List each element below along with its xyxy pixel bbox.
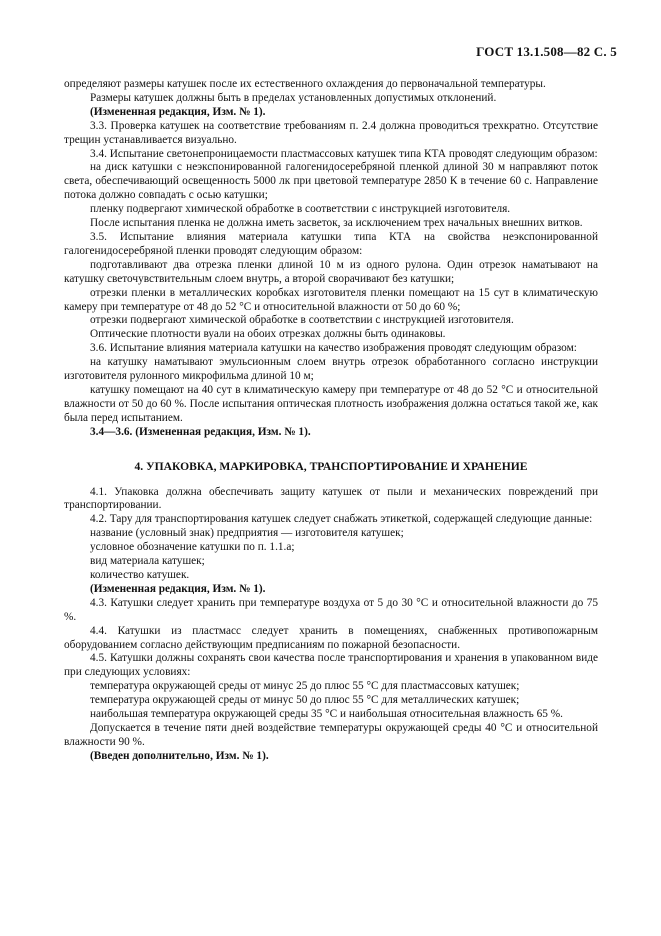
section-4-body (64, 486, 598, 764)
paragraph: условное обозначение катушки по п. 1.1.а; (90, 541, 295, 554)
paragraph: определяют размеры катушек после их естественного охлаждения до первоначальной температуры. (64, 78, 546, 90)
section-4-heading: 4. УПАКОВКА, МАРКИРОВКА, ТРАНСПОРТИРОВАНИЕ И ХРАНЕНИЕ (134, 459, 528, 473)
paragraph: количество катушек. (90, 569, 190, 581)
paragraph: 3.3. Проверка катушек на соответствие требованиям п. 2.4 должна проводиться трехкратно. Отсутствие трещин устанавливается визуально. (64, 119, 598, 146)
paragraph: Размеры катушек должны быть в пределах установленных допустимых отклонений. (90, 91, 497, 104)
paragraph: После испытания пленка не должна иметь засветок, за исключением трех начальных внешних витков. (90, 217, 583, 230)
paragraph: подготавливают два отрезка пленки длиной 10 м из одного рулона. Один отрезок наматывают на катушку светочувствительным слоем внутрь, а второй сворачивают без катушки; (64, 258, 598, 285)
paragraph: 4.4. Катушки из пластмасс следует хранить в помещениях, снабженных противопожарным оборудованием согласно действующим предписаниям по пожарной безопасности. (64, 624, 598, 651)
paragraph: пленку подвергают химической обработке в соответствии с инструкцией изготовителя. (90, 203, 511, 216)
paragraph: температура окружающей среды от минус 50 до плюс 55 °С для металлических катушек; (90, 694, 520, 707)
paragraph: 4.2. Тару для транспортирования катушек следует снабжать этикеткой, содержащей следующие данные: (90, 513, 593, 526)
paragraph: отрезки пленки в металлических коробках изготовителя пленки помещают на 15 сут в климатическую камеру при температуре от 48 до 52 °С и относительной влажности от 50 до 60 %; (64, 286, 598, 313)
paragraph: температура окружающей среды от минус 25 до плюс 55 °С для пластмассовых катушек; (90, 680, 520, 693)
amendment-note: (Измененная редакция, Изм. № 1). (90, 105, 266, 118)
paragraph: 3.4. Испытание светонепроницаемости пластмассовых катушек типа КТА проводят следующим образом: (90, 147, 598, 160)
paragraph: на катушку наматывают эмульсионным слоем внутрь отрезок обработанного согласно инструкции изготовителя рулонного микрофильма длиной 10 м; (64, 356, 598, 383)
paragraph: Оптические плотности вуали на обоих отрезках должны быть одинаковы. (90, 328, 446, 341)
paragraph: 4.1. Упаковка должна обеспечивать защиту катушек от пыли и механических повреждений при транспортировании. (64, 485, 598, 512)
paragraph: катушку помещают на 40 сут в климатическую камеру при температуре от 48 до 52 °С и относительной влажности от 50 до 60 %. После испытания оптическая плотность изображения должна остаться такой же, как была перед испытанием. (64, 383, 598, 424)
page-header: ГОСТ 13.1.508—82 С. 5 (476, 44, 617, 59)
amendment-note: (Введен дополнительно, Изм. № 1). (90, 749, 269, 762)
paragraph: вид материала катушек; (90, 555, 205, 568)
paragraph: Допускается в течение пяти дней воздействие температуры окружающей среды 40 °С и относительной влажности 90 %. (64, 721, 598, 748)
amendment-note: (Измененная редакция, Изм. № 1). (90, 582, 266, 595)
paragraph: 3.5. Испытание влияния материала катушки типа КТА на свойства неэкспонированной галогенидосеребряной пленки проводят следующим образом: (64, 230, 598, 257)
document-body (64, 78, 598, 764)
paragraph: 4.5. Катушки должны сохранять свои качества после транспортирования и хранения в упакованном виде при следующих условиях: (64, 652, 598, 679)
paragraph: 4.3. Катушки следует хранить при температуре воздуха от 5 до 30 °С и относительной влажности до 75 %. (64, 596, 598, 623)
paragraph: название (условный знак) предприятия — изготовителя катушек; (90, 527, 404, 540)
paragraph: наибольшая температура окружающей среды 35 °С и наибольшая относительная влажность 65 %. (90, 708, 563, 721)
paragraph: на диск катушки с неэкспонированной галогенидосеребряной пленкой длиной 30 м направляют поток света, обеспечивающий освещенность 5000 лк при цветовой температуре 2850 К в течение 60 с. Направление потока должно совпадать с осью катушки; (64, 161, 598, 202)
paragraph: отрезки подвергают химической обработке в соответствии с инструкцией изготовителя. (90, 314, 514, 327)
amendment-note: 3.4—3.6. (Измененная редакция, Изм. № 1). (90, 425, 311, 438)
section-3-body (64, 78, 598, 440)
paragraph: 3.6. Испытание влияния материала катушки на качество изображения проводят следующим образом: (90, 342, 577, 355)
